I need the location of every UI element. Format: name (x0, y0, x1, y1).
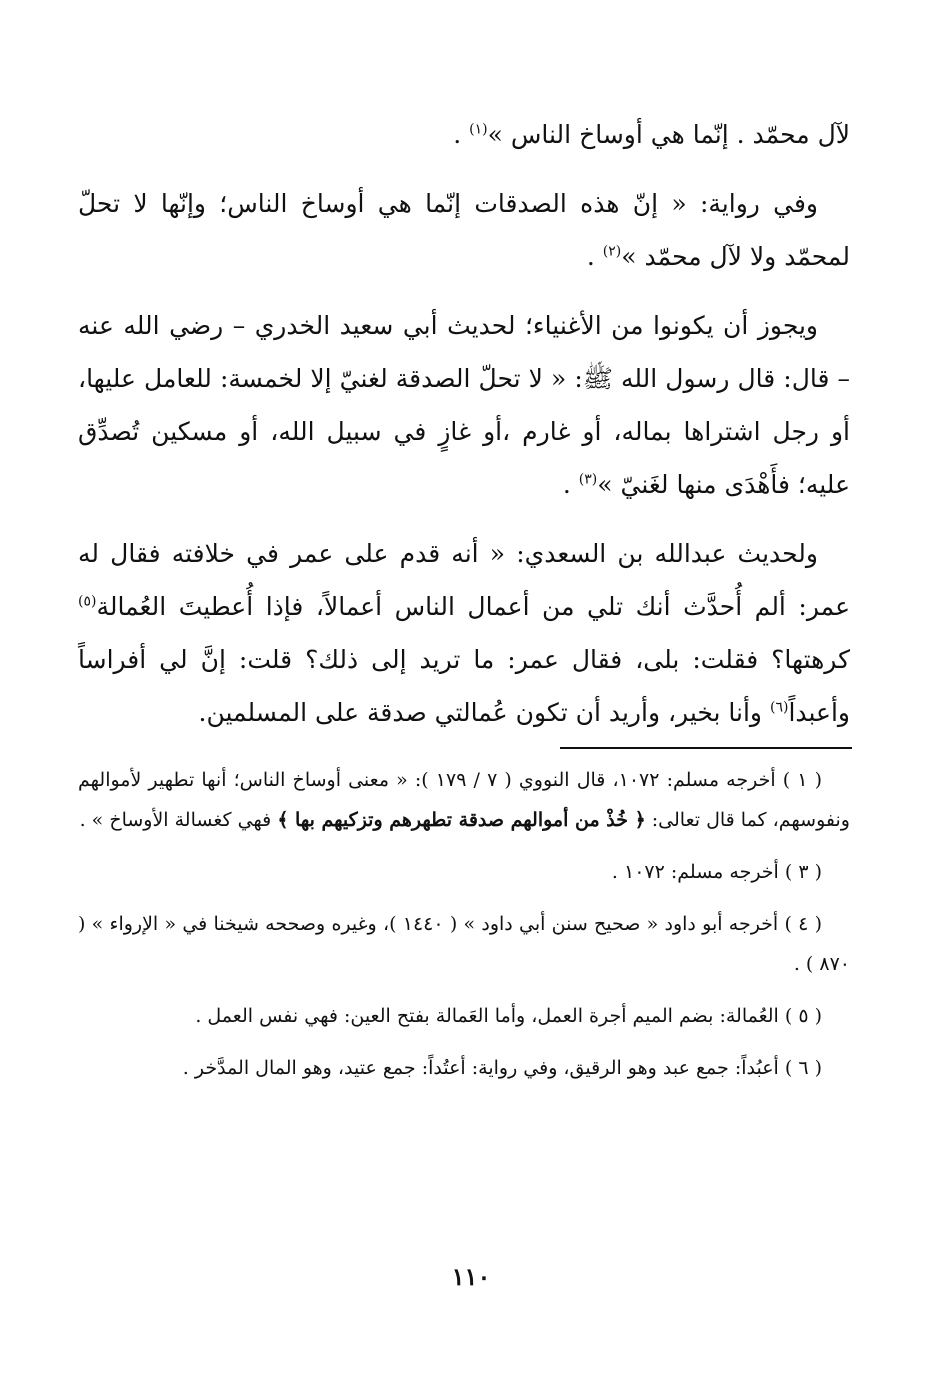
paragraph-4 (78, 527, 850, 739)
footnote-4: ( ٤ ) أخرجه أبو داود « صحيح سنن أبي داود » ( ١٤٤٠ )، وغيره وصححه شيخنا في « الإرواء » ( ٨٧٠ ) . (78, 913, 850, 975)
paragraph-1 (78, 108, 850, 161)
paragraph-text: لآل محمّد . إنّما هي أوساخ الناس » (487, 120, 850, 149)
paragraph-text: وفي رواية: « إنّ هذه الصدقات إنّما هي أوساخ الناس؛ وإنّها لا تحلّ لمحمّد ولا لآل محمّد » (78, 189, 850, 271)
paragraph-3 (78, 299, 850, 511)
footnote-6: ( ٦ ) أعبُداً: جمع عبد وهو الرقيق، وفي رواية: أعتُداً: جمع عتيد، وهو المال المدَّخر . (182, 1057, 822, 1079)
paragraph-end: . (586, 242, 603, 271)
footnote-ref-2: (٢) (602, 243, 622, 260)
footnote-5: ( ٥ ) العُمالة: بضم الميم أجرة العمل، وأما العَمالة بفتح العين: فهي نفس العمل . (195, 1005, 822, 1027)
paragraph-text: وأنا بخير، وأريد أن تكون عُمالتي صدقة على المسلمين. (198, 698, 770, 727)
footnote-ref-3: (٣) (578, 471, 598, 488)
quran-verse: ﴿ خُذْ من أموالهم صدقة تطهرهم وتزكيهم بها ﴾ (277, 809, 646, 831)
paragraph-text: كرهتها؟ فقلت: بلى، فقال عمر: ما تريد إلى ذلك؟ قلت: إنَّ لي أفراساً وأعبداً (78, 645, 850, 727)
paragraph-text: ويجوز أن يكونوا من الأغنياء؛ لحديث أبي سعيد الخدري – رضي الله عنه – قال: قال رسول الله ﷺ: « لا تحلّ الصدقة لغنيّ إلا لخمسة: للعامل عليها، أو رجل اشتراها بماله، أو غارم ،أو غازٍ في سبيل الله، أو مسكين تُصدِّق عليه؛ فأَهْدَى منها لغَنيّ » (78, 311, 850, 499)
footnote-text: ( ١ ) أخرجه مسلم: ١٠٧٢، قال النووي ( ٧ / ١٧٩ ): « معنى أوساخ الناس؛ أنها تطهير لأموالهم ونفوسهم، كما قال تعالى: (78, 769, 850, 831)
footnotes (78, 760, 850, 1100)
footnote-ref-6: (٦) (769, 699, 789, 716)
footnote-ref-5: (٥) (78, 593, 97, 610)
main-text (78, 108, 850, 755)
footnote-text: فهي كغسالة الأوساخ » . (79, 809, 278, 831)
paragraph-end: . (453, 120, 470, 149)
page-number: ١١٠ (451, 1262, 491, 1291)
paragraph-text: ولحديث عبدالله بن السعدي: « أنه قدم على عمر في خلافته فقال له عمر: ألم أُحدَّث أنك تلي من أعمال الناس أعمالاً، فإذا أُعطيتَ العُمالة (78, 539, 850, 621)
footnote-divider (560, 747, 852, 749)
footnote-ref-1: (١) (469, 121, 488, 138)
footnote-3: ( ٣ ) أخرجه مسلم: ١٠٧٢ . (611, 861, 822, 883)
paragraph-2 (78, 177, 850, 283)
paragraph-end: . (562, 470, 579, 499)
footnote-1 (78, 760, 850, 840)
